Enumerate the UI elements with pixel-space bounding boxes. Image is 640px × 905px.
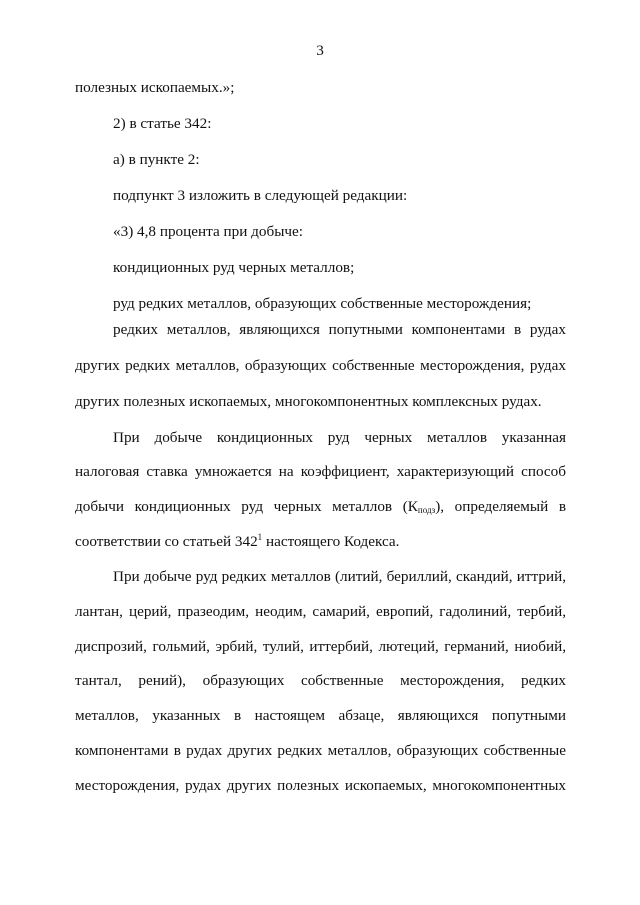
text-line: лантан, церий, празеодим, неодим, самарий, европий, гадолиний, тербий, — [75, 603, 566, 620]
text-line — [75, 498, 566, 516]
text-line: полезных ископаемых.»; — [75, 79, 235, 96]
text-line: других полезных ископаемых, многокомпонентных комплексных рудах. — [75, 393, 542, 410]
text-line: других редких металлов, образующих собственные месторождения, рудах — [75, 357, 566, 374]
text-line: При добыче руд редких металлов (литий, бериллий, скандий, иттрий, — [113, 568, 566, 585]
text-line: кондиционных руд черных металлов; — [113, 259, 355, 276]
text-line: диспрозий, гольмий, эрбий, тулий, иттербий, лютеций, германий, ниобий, — [75, 638, 566, 655]
text-line: компонентами в рудах других редких металлов, образующих собственные — [75, 742, 566, 759]
superscript: 1 — [257, 532, 263, 542]
text-segment: соответствии со статьей 342 — [75, 533, 258, 550]
text-line: а) в пункте 2: — [113, 151, 200, 168]
text-segment: добычи кондиционных руд черных металлов (К — [75, 498, 418, 515]
page-number: 3 — [316, 42, 324, 59]
text-segment: ), определяемый в — [435, 498, 566, 515]
text-line: тантал, рений), образующих собственные месторождения, редких — [75, 672, 566, 689]
text-line: налоговая ставка умножается на коэффициент, характеризующий способ — [75, 463, 566, 480]
text-line: При добыче кондиционных руд черных металлов указанная — [113, 429, 566, 446]
text-line: редких металлов, являющихся попутными компонентами в рудах — [113, 321, 566, 338]
text-line — [75, 532, 399, 551]
text-segment: настоящего Кодекса. — [262, 533, 400, 550]
text-line: месторождения, рудах других полезных ископаемых, многокомпонентных — [75, 777, 566, 794]
text-line: руд редких металлов, образующих собственные месторождения; — [113, 295, 532, 312]
text-line: 2) в статье 342: — [113, 115, 212, 132]
text-line: металлов, указанных в настоящем абзаце, являющихся попутными — [75, 707, 566, 724]
text-line: подпункт 3 изложить в следующей редакции: — [113, 187, 408, 204]
text-line: «3) 4,8 процента при добыче: — [113, 223, 303, 240]
subscript: подз — [417, 505, 436, 515]
